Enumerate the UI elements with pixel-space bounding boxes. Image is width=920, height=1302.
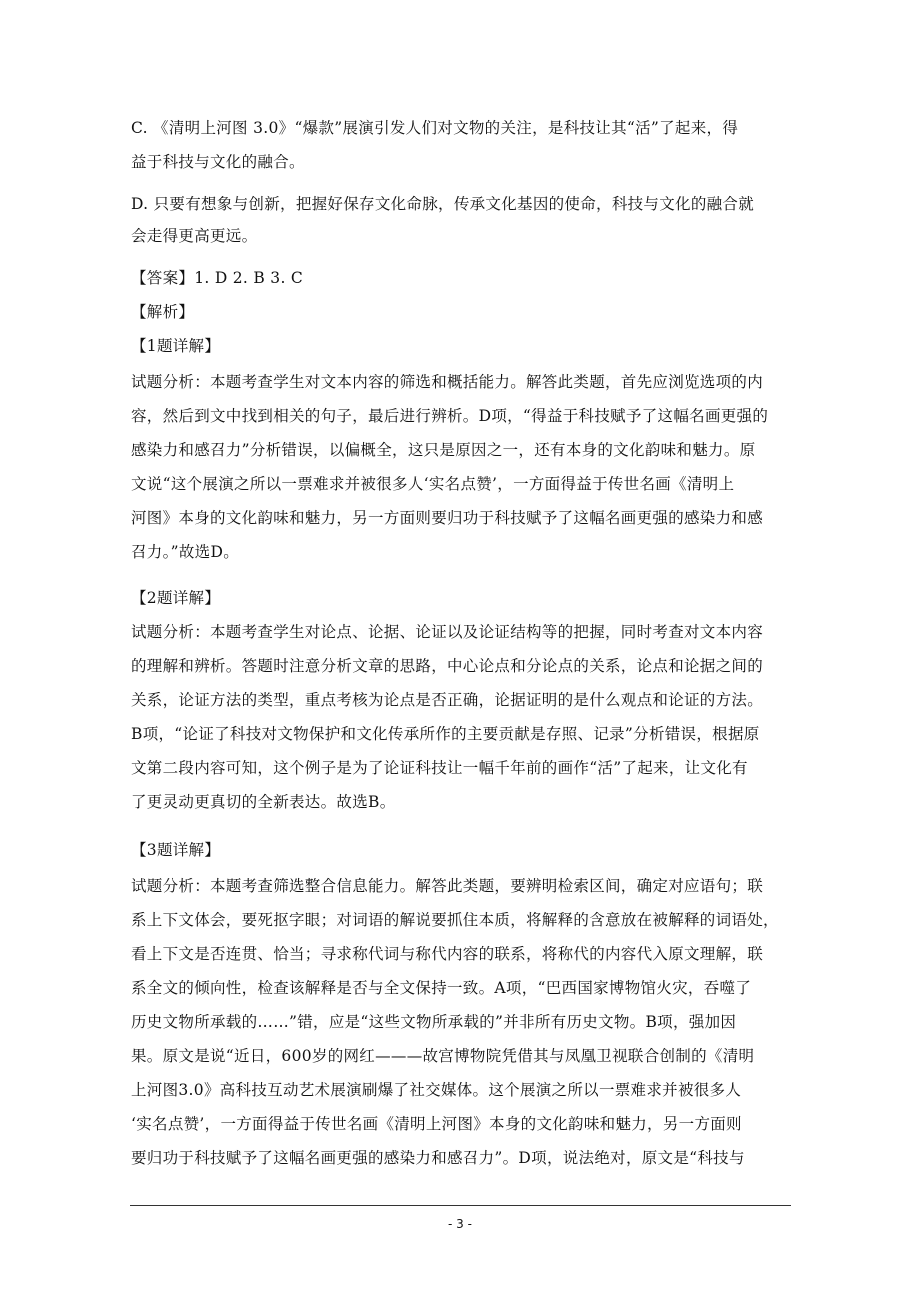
text-line: 感染力和感召力”分析错误，以偏概全，这只是原因之一，还有本身的文化韵味和魅力。原 [131,441,756,459]
text-line: 容，然后到文中找到相关的句子，最后进行辨析。D项，“得益于科技赋予了这幅名画更强的 [131,407,769,425]
text-line: 试题分析：本题考查学生对文本内容的筛选和概括能力。解答此类题，首先应浏览选项的内 [131,373,764,391]
text-line: 召力。”故选D。 [131,543,240,561]
text-line: B项，“论证了科技对文物保护和文化传承所作的主要贡献是存照、记录”分析错误，根据原 [131,725,760,743]
text-line: ‘实名点赞’，一方面得益于传世名画《清明上河图》本身的文化韵味和魅力，另一方面则 [131,1115,742,1133]
text-line: 系全文的倾向性，检查该解释是否与全文保持一致。A项，“巴西国家博物馆火灾，吞噬了 [131,979,752,997]
text-line: 试题分析：本题考查筛选整合信息能力。解答此类题，要辨明检索区间，确定对应语句；联 [131,877,764,895]
text-line: 果。原文是说“近日，600岁的网红———故宫博物院凭借其与凤凰卫视联合创制的《清明 [131,1047,755,1065]
text-line: 上河图3.0》高科技互动艺术展演刷爆了社交媒体。这个展演之所以一票难求并被很多人 [131,1081,742,1099]
text-line: 【3题详解】 [131,841,221,859]
text-line: 了更灵动更真切的全新表达。故选B。 [131,793,396,811]
text-line: C. 《清明上河图 3.0》“爆款”展演引发人们对文物的关注，是科技让其“活”了起来，得 [131,119,739,137]
text-line: 【解析】 [131,303,195,321]
page-number: - 3 - [448,1217,472,1231]
text-line: 历史文物所承载的……”错，应是“这些文物所承载的”并非所有历史文物。B项，强加因 [131,1013,737,1031]
text-line: 【2题详解】 [131,589,221,607]
text-line: 要归功于科技赋予了这幅名画更强的感染力和感召力”。D项，说法绝对，原文是“科技与 [131,1149,745,1167]
text-line: 系上下文体会，要死抠字眼；对词语的解说要抓住本质，将解释的含意放在被解释的词语处， [131,911,779,929]
text-line: 会走得更高更远。 [131,227,258,245]
text-line: 【1题详解】 [131,337,221,355]
text-line: 河图》本身的文化韵味和魅力，另一方面则要归功于科技赋予了这幅名画更强的感染力和感 [131,509,764,527]
text-line: 看上下文是否连贯、恰当；寻求称代词与称代内容的联系，将称代的内容代入原文理解，联 [131,945,764,963]
text-line: 文第二段内容可知，这个例子是为了论证科技让一幅千年前的画作“活”了起来，让文化有 [131,759,748,777]
text-line: 文说“这个展演之所以一票难求并被很多人‘实名点赞’，一方面得益于传世名画《清明上 [131,475,735,493]
text-line: 试题分析：本题考查学生对论点、论据、论证以及论证结构等的把握，同时考查对文本内容 [131,623,764,641]
text-line: 【答案】1. D 2. B 3. C [131,269,304,287]
footer-divider [130,1205,791,1206]
text-line: 益于科技与文化的融合。 [131,153,305,171]
text-line: 关系，论证方法的类型，重点考核为论点是否正确，论据证明的是什么观点和论证的方法。 [131,691,764,709]
text-line: D. 只要有想象与创新，把握好保存文化命脉，传承文化基因的使命，科技与文化的融合就 [131,195,755,213]
text-line: 的理解和辨析。答题时注意分析文章的思路，中心论点和分论点的关系，论点和论据之间的 [131,657,764,675]
